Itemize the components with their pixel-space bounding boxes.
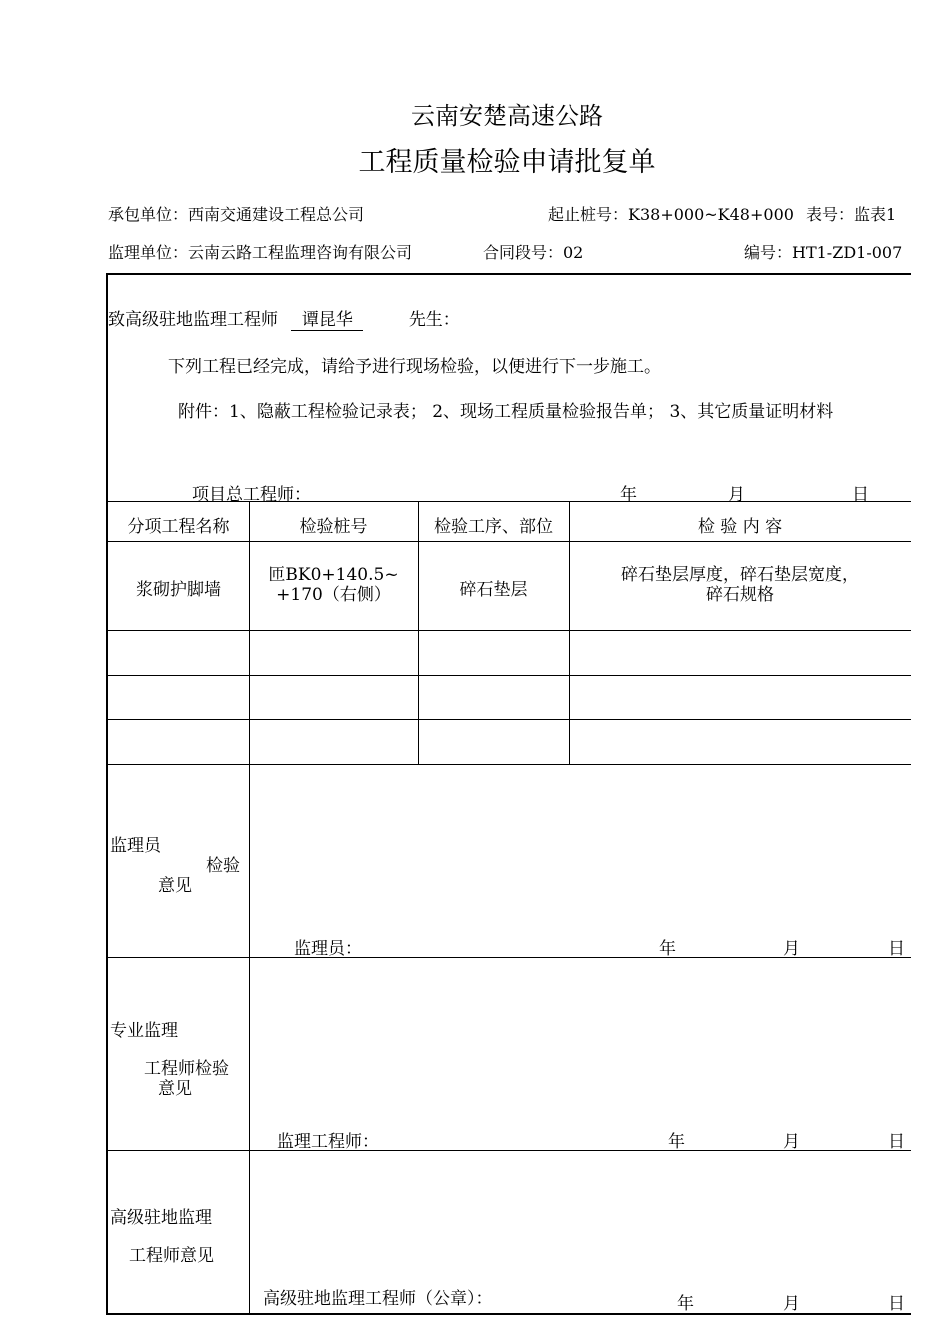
senior-month: 月 [783,1294,800,1314]
rule-col3 [569,501,570,764]
specialist-label-3: 意见 [158,1079,192,1099]
th-content: 检 验 内 容 [697,517,783,537]
rule-row3-bottom [108,719,911,720]
rule-row2-bottom [108,675,911,676]
rule-row1-bottom [108,630,911,631]
inspector-month: 月 [783,939,800,959]
specialist-label-2: 工程师检验 [144,1059,229,1079]
request-day: 日 [852,485,869,505]
rule-col2 [418,501,419,764]
senior-label-2: 工程师意见 [129,1246,214,1266]
td-item-name: 浆砌护脚墙 [136,580,221,600]
td-process: 碎石垫层 [459,580,528,600]
senior-day: 日 [888,1294,905,1314]
td-content: 碎石垫层厚度，碎石垫层宽度， 碎石规格 [621,565,859,605]
form-no: 表号：监表1 [806,205,897,224]
rule-row4-bottom [108,764,911,765]
inspector-day: 日 [888,939,905,959]
senior-label-1: 高级驻地监理 [110,1208,212,1228]
contract-section: 合同段号：02 [483,243,584,262]
th-stake: 检验桩号 [299,517,368,537]
rule-header-bottom [108,541,911,542]
addressee-suffix: 先生： [408,310,460,330]
page-title-line2: 工程质量检验申请批复单 [358,147,656,178]
senior-signer: 高级驻地监理工程师（公章）： [263,1289,493,1309]
rule-header-top [108,501,911,502]
contractor: 承包单位：西南交通建设工程总公司 [108,205,365,224]
inspector-label-1: 监理员 [110,836,161,856]
request-year: 年 [620,485,637,505]
inspector-signer: 监理员： [294,939,362,959]
inspector-label-3: 意见 [158,876,192,896]
th-process: 检验工序、部位 [434,517,553,537]
engineer-name: 谭昆华 [291,305,363,331]
addressee-line [108,305,460,331]
senior-year: 年 [677,1294,694,1314]
addressee-prefix: 致高级驻地监理工程师 [108,310,278,330]
page-title-line1: 云南安楚高速公路 [411,102,603,130]
attachments: 附件：1、隐蔽工程检验记录表； 2、现场工程质量检验报告单； 3、其它质量证明材料 [178,402,834,422]
specialist-label-1: 专业监理 [110,1021,178,1041]
request-body: 下列工程已经完成，请给予进行现场检验，以便进行下一步施工。 [168,357,661,377]
stake-range: 起止桩号：K38+000~K48+000 [548,205,794,224]
request-month: 月 [728,485,745,505]
th-item-name: 分项工程名称 [127,517,230,537]
specialist-day: 日 [888,1132,905,1152]
specialist-month: 月 [783,1132,800,1152]
chief-engineer-label: 项目总工程师： [192,485,311,505]
supervisor-unit: 监理单位：云南云路工程监理咨询有限公司 [108,243,413,262]
serial-no: 编号：HT1-ZD1-007 [744,243,903,262]
td-stake: 匝BK0+140.5~ +170（右侧） [268,565,399,605]
inspector-year: 年 [659,939,676,959]
specialist-year: 年 [668,1132,685,1152]
rule-col1 [249,501,250,1313]
specialist-signer: 监理工程师： [277,1132,379,1152]
inspector-label-2: 检验 [206,856,240,876]
inspection-form [106,273,911,1315]
